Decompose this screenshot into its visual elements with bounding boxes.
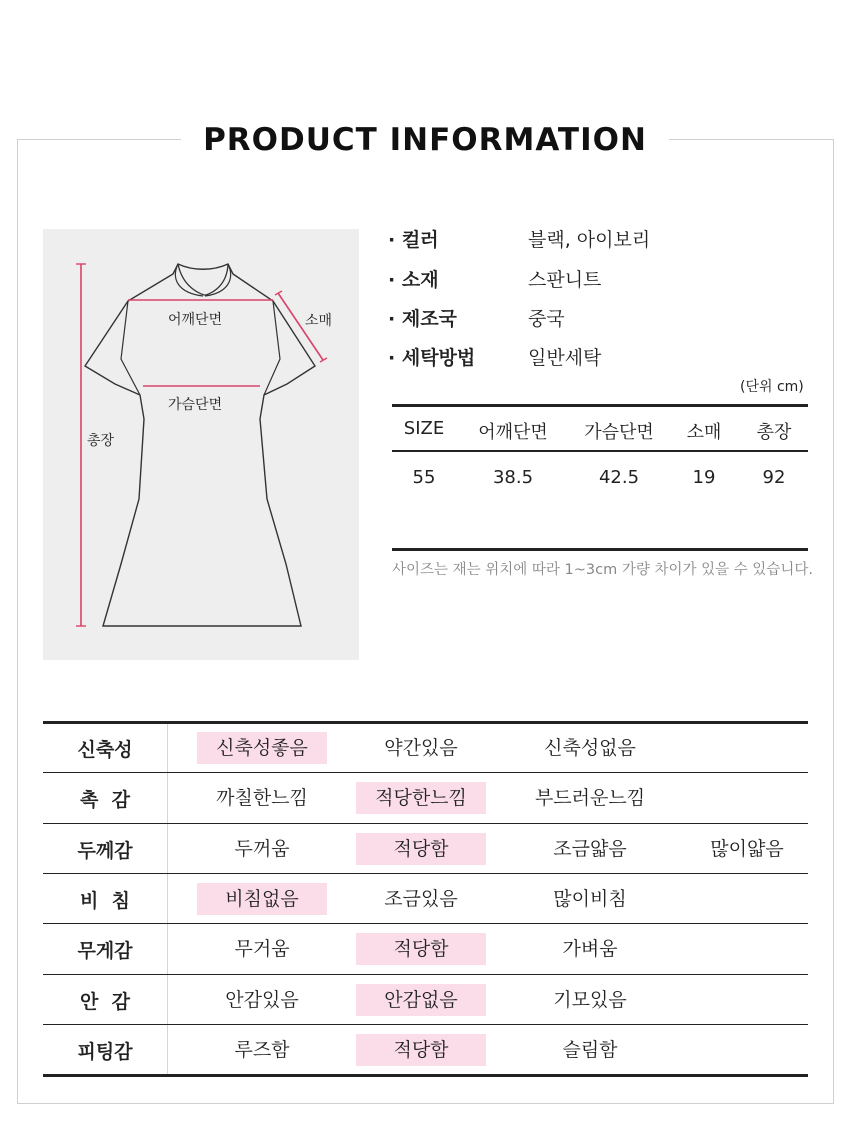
sleeve-label: 소매 [305, 313, 333, 329]
length-label: 총장 [87, 433, 115, 449]
feel-option: 조금있음 [384, 887, 458, 910]
page-title: PRODUCT INFORMATION [181, 122, 669, 158]
feel-option: 기모있음 [553, 988, 627, 1011]
feel-option: 루즈함 [234, 1038, 290, 1061]
table-rule [43, 1024, 808, 1025]
table-rule [43, 823, 808, 824]
feel-option-selected: 적당함 [356, 1034, 486, 1066]
spec-row [388, 225, 808, 255]
spec-label: · 제조국 [388, 308, 457, 330]
feel-option-selected: 적당함 [356, 833, 486, 865]
table-rule [43, 974, 808, 975]
size-header: 소매 [686, 422, 722, 443]
shoulder-label: 어깨단면 [168, 312, 223, 328]
feel-row-label: 촉 감 [80, 789, 130, 812]
feel-option: 신축성없음 [544, 737, 636, 759]
spec-row [388, 265, 808, 295]
size-cell: 38.5 [492, 467, 534, 488]
feel-option-selected: 신축성좋음 [197, 732, 327, 764]
unit-label: (단위 cm) [740, 379, 804, 395]
feel-row-label: 비 침 [80, 889, 130, 912]
feel-row-label: 무게감 [77, 940, 133, 963]
table-rule [43, 873, 808, 874]
table-rule [392, 404, 808, 407]
feel-option: 무거움 [234, 938, 290, 961]
spec-value: 중국 [528, 308, 565, 330]
table-rule [43, 923, 808, 924]
fabric-feel-table [43, 721, 808, 1077]
size-header: 어깨단면 [478, 422, 548, 443]
spec-label: · 컬러 [388, 229, 439, 251]
feel-row-label: 안 감 [80, 990, 130, 1013]
feel-option: 많이얇음 [710, 837, 784, 860]
feel-option: 가벼움 [562, 938, 618, 961]
spec-label: · 소재 [388, 269, 439, 291]
feel-option-selected: 적당한느낌 [356, 782, 486, 814]
feel-option-selected: 비침없음 [197, 883, 327, 915]
spec-row [388, 343, 808, 373]
feel-option: 두꺼움 [234, 837, 290, 860]
feel-row-label: 피팅감 [77, 1040, 133, 1063]
size-cell: 55 [412, 467, 436, 488]
label-divider [167, 723, 168, 1074]
feel-option: 많이비침 [553, 887, 627, 910]
feel-option-selected: 적당함 [356, 933, 486, 965]
feel-row-label: 신축성 [77, 739, 133, 761]
table-rule [43, 721, 808, 724]
spec-value: 스판니트 [528, 269, 602, 291]
feel-option: 까칠한느낌 [216, 787, 308, 810]
spec-value: 블랙, 아이보리 [528, 229, 651, 251]
feel-option: 슬림함 [562, 1038, 618, 1061]
feel-option: 안감있음 [225, 988, 299, 1011]
size-header: 총장 [756, 422, 792, 443]
size-note: 사이즈는 재는 위치에 따라 1~3cm 가량 차이가 있을 수 있습니다. [392, 562, 813, 578]
chest-label: 가슴단면 [168, 397, 223, 413]
feel-option: 약간있음 [384, 737, 458, 759]
size-cell: 19 [692, 467, 716, 488]
size-header: 가슴단면 [584, 422, 654, 443]
spec-value: 일반세탁 [528, 347, 602, 369]
spec-row [388, 304, 808, 334]
feel-row-label: 두께감 [77, 839, 133, 862]
spec-label: · 세탁방법 [388, 347, 476, 369]
table-rule [392, 548, 808, 551]
table-rule [43, 1074, 808, 1077]
table-rule [392, 450, 808, 452]
dress-size-illustration [43, 229, 359, 660]
feel-option: 조금얇음 [553, 837, 627, 860]
feel-option: 부드러운느낌 [534, 787, 646, 810]
page-title-wrap [0, 122, 850, 158]
feel-option-selected: 안감없음 [356, 984, 486, 1016]
size-cell: 42.5 [598, 467, 640, 488]
size-header: SIZE [403, 418, 445, 439]
size-cell: 92 [762, 467, 786, 488]
table-rule [43, 772, 808, 773]
